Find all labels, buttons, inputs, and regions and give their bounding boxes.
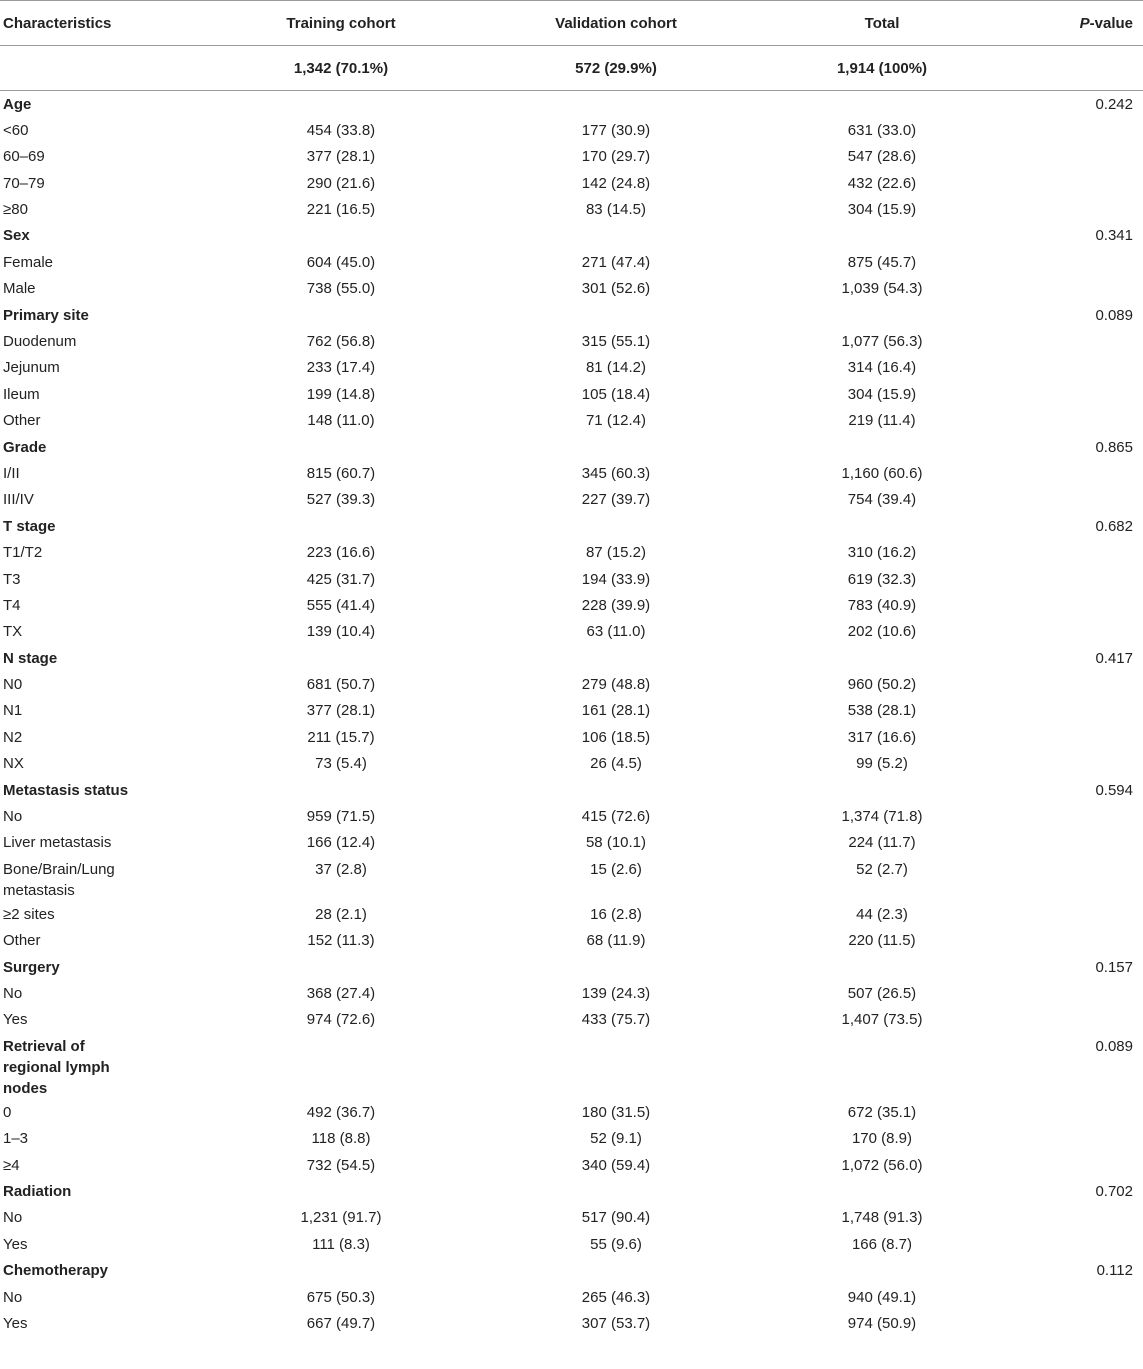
- section-label: N stage: [3, 649, 58, 667]
- row-label: Male: [3, 280, 36, 298]
- header-p-value-rest: -value: [1089, 14, 1133, 32]
- section-row: [0, 222, 1143, 248]
- total-value: 619 (32.3): [847, 570, 917, 588]
- section-label: Grade: [3, 438, 47, 456]
- table-row: [0, 1125, 1143, 1151]
- p-value: 0.702: [1095, 1182, 1133, 1200]
- validation-value: 52 (9.1): [590, 1130, 642, 1148]
- total-value: [691, 954, 1073, 980]
- table-row: [0, 1231, 1143, 1257]
- total-value: [691, 1257, 1073, 1283]
- training-value: 118 (8.8): [311, 1130, 371, 1148]
- section-label: T stage: [3, 517, 56, 535]
- validation-value: [541, 954, 691, 980]
- total-value: 44 (2.3): [856, 905, 908, 923]
- training-value: 73 (5.4): [315, 755, 367, 773]
- total-value: 783 (40.9): [847, 596, 917, 614]
- training-value: [141, 777, 541, 803]
- subheader-total-count: 1,914 (100%): [691, 46, 1073, 91]
- validation-value: 16 (2.8): [590, 905, 642, 923]
- p-value: 0.341: [1095, 227, 1133, 245]
- table-row: [0, 1284, 1143, 1310]
- table-header: [0, 1, 1143, 91]
- row-label: T3: [3, 570, 21, 588]
- p-value: [1073, 803, 1143, 829]
- training-value: 28 (2.1): [315, 905, 367, 923]
- p-value: [1073, 856, 1143, 901]
- section-label: Radiation: [3, 1182, 72, 1200]
- table-row: [0, 196, 1143, 222]
- p-value: [1073, 1099, 1143, 1125]
- row-label: I/II: [3, 464, 20, 482]
- table-row: [0, 750, 1143, 776]
- p-value: [1073, 381, 1143, 407]
- row-label: III/IV: [3, 491, 34, 509]
- p-value: [1073, 486, 1143, 512]
- training-value: 148 (11.0): [307, 412, 375, 430]
- validation-value: 271 (47.4): [581, 253, 651, 271]
- row-label: T1/T2: [3, 544, 43, 562]
- p-value: 0.157: [1095, 958, 1133, 976]
- total-value: 219 (11.4): [848, 412, 916, 430]
- row-label: NX: [3, 755, 24, 773]
- total-value: 1,072 (56.0): [841, 1156, 923, 1174]
- training-value: 233 (17.4): [306, 359, 376, 377]
- p-value: [1073, 117, 1143, 143]
- p-value: [1073, 671, 1143, 697]
- validation-value: 180 (31.5): [581, 1103, 651, 1121]
- training-value: [141, 1178, 541, 1204]
- row-label: ≥4: [3, 1156, 20, 1174]
- training-value: 527 (39.3): [306, 491, 376, 509]
- training-value: 377 (28.1): [306, 148, 376, 166]
- table-row: [0, 460, 1143, 486]
- training-value: [141, 302, 541, 328]
- p-value: [1073, 1231, 1143, 1257]
- row-label: N1: [3, 702, 23, 720]
- validation-value: 315 (55.1): [581, 333, 651, 351]
- row-label: 60–69: [3, 148, 45, 166]
- p-value: 0.242: [1095, 96, 1133, 113]
- validation-value: 517 (90.4): [581, 1209, 651, 1227]
- table-row: [0, 143, 1143, 169]
- table-row: [0, 980, 1143, 1006]
- header-p-value: [1073, 1, 1143, 46]
- total-value: 1,748 (91.3): [841, 1209, 923, 1227]
- total-value: 960 (50.2): [847, 676, 917, 694]
- table-row: [0, 1310, 1143, 1336]
- row-label: No: [3, 1209, 23, 1227]
- validation-value: 71 (12.4): [585, 412, 647, 430]
- row-label: Other: [3, 932, 41, 950]
- validation-value: 83 (14.5): [585, 201, 647, 219]
- p-value: [1073, 592, 1143, 618]
- validation-value: 307 (53.7): [581, 1314, 651, 1332]
- row-label: Ileum: [3, 385, 40, 403]
- row-label: Other: [3, 412, 41, 430]
- training-value: 732 (54.5): [306, 1156, 376, 1174]
- p-value: [1073, 750, 1143, 776]
- table-row: [0, 1099, 1143, 1125]
- training-value: 425 (31.7): [306, 570, 376, 588]
- validation-value: [541, 513, 691, 539]
- p-value: 0.089: [1095, 1037, 1133, 1055]
- table-row: [0, 856, 1143, 901]
- total-value: 538 (28.1): [847, 702, 917, 720]
- training-value: 368 (27.4): [306, 985, 376, 1002]
- training-value: 675 (50.3): [306, 1288, 376, 1306]
- section-label: Retrieval of regional lymph nodes: [3, 1037, 110, 1097]
- total-value: 974 (50.9): [847, 1314, 917, 1332]
- p-value: [1073, 901, 1143, 927]
- validation-value: [541, 1033, 691, 1099]
- section-row: [0, 777, 1143, 803]
- validation-value: 81 (14.2): [585, 359, 647, 377]
- training-value: 221 (16.5): [306, 201, 376, 219]
- validation-value: 87 (15.2): [585, 544, 647, 562]
- total-value: 631 (33.0): [847, 121, 917, 139]
- validation-value: 433 (75.7): [581, 1011, 651, 1029]
- total-value: 940 (49.1): [847, 1288, 917, 1306]
- validation-value: 161 (28.1): [581, 702, 651, 720]
- table-row: [0, 901, 1143, 927]
- section-row: [0, 434, 1143, 460]
- total-value: [691, 645, 1073, 671]
- validation-value: 142 (24.8): [581, 174, 651, 192]
- validation-value: 26 (4.5): [590, 755, 642, 773]
- p-value: [1073, 460, 1143, 486]
- row-label: Yes: [3, 1011, 28, 1029]
- total-value: [691, 91, 1073, 117]
- row-label: TX: [3, 623, 23, 641]
- validation-value: 63 (11.0): [586, 623, 646, 641]
- section-row: [0, 1257, 1143, 1283]
- total-value: 314 (16.4): [847, 359, 917, 377]
- p-value: 0.089: [1095, 306, 1133, 324]
- training-value: 454 (33.8): [306, 121, 376, 139]
- row-label: ≥80: [3, 201, 28, 219]
- total-value: [691, 777, 1073, 803]
- total-value: 224 (11.7): [848, 834, 916, 852]
- training-value: [141, 1257, 541, 1283]
- validation-value: 170 (29.7): [581, 148, 651, 166]
- training-value: [141, 91, 541, 117]
- p-value: [1073, 328, 1143, 354]
- total-value: [691, 1178, 1073, 1204]
- table-row: [0, 697, 1143, 723]
- section-label: Surgery: [3, 958, 60, 976]
- table-row: [0, 354, 1143, 380]
- p-value: 0.112: [1096, 1262, 1133, 1280]
- table-row: [0, 1152, 1143, 1178]
- total-value: [691, 302, 1073, 328]
- validation-value: 227 (39.7): [581, 491, 651, 509]
- p-value: [1073, 566, 1143, 592]
- validation-value: [541, 434, 691, 460]
- training-value: 604 (45.0): [306, 253, 376, 271]
- total-value: 1,160 (60.6): [841, 464, 923, 482]
- row-label: Duodenum: [3, 333, 77, 351]
- training-value: 152 (11.3): [307, 932, 375, 950]
- p-value: 0.865: [1095, 438, 1133, 456]
- table-row: [0, 328, 1143, 354]
- validation-value: [541, 777, 691, 803]
- row-label: Yes: [3, 1314, 28, 1332]
- training-value: [141, 222, 541, 248]
- subheader-empty: [0, 46, 141, 91]
- total-value: 1,374 (71.8): [841, 808, 923, 826]
- validation-value: [541, 645, 691, 671]
- row-label: No: [3, 1288, 23, 1306]
- total-value: 99 (5.2): [856, 755, 908, 773]
- training-value: [141, 513, 541, 539]
- validation-value: [541, 302, 691, 328]
- total-value: 547 (28.6): [847, 148, 917, 166]
- table-row: [0, 539, 1143, 565]
- table-row: [0, 829, 1143, 855]
- p-value: [1073, 249, 1143, 275]
- training-value: 667 (49.7): [306, 1314, 376, 1332]
- section-label: Primary site: [3, 306, 89, 324]
- subheader-empty-p: [1073, 46, 1143, 91]
- table-row: [0, 724, 1143, 750]
- training-value: 377 (28.1): [306, 702, 376, 720]
- header-characteristics: Characteristics: [0, 1, 141, 46]
- total-value: 1,407 (73.5): [841, 1011, 923, 1029]
- validation-value: [541, 222, 691, 248]
- training-value: 166 (12.4): [306, 834, 376, 852]
- validation-value: 177 (30.9): [581, 121, 651, 139]
- total-value: 1,077 (56.3): [841, 333, 923, 351]
- training-value: [141, 1033, 541, 1099]
- row-label: T4: [3, 596, 21, 614]
- training-value: 762 (56.8): [306, 333, 376, 351]
- table-row: [0, 249, 1143, 275]
- subheader-validation-count: 572 (29.9%): [541, 46, 691, 91]
- table-row: [0, 117, 1143, 143]
- validation-value: 279 (48.8): [581, 676, 651, 694]
- subheader-row: [0, 46, 1143, 91]
- subheader-training-count: 1,342 (70.1%): [141, 46, 541, 91]
- p-value: [1073, 354, 1143, 380]
- validation-value: 301 (52.6): [581, 280, 651, 298]
- validation-value: 68 (11.9): [586, 932, 646, 950]
- table-row: [0, 1006, 1143, 1032]
- validation-value: [541, 91, 691, 117]
- table-row: [0, 486, 1143, 512]
- p-value: [1073, 1204, 1143, 1230]
- row-label: No: [3, 808, 23, 826]
- table-row: [0, 170, 1143, 196]
- total-value: 672 (35.1): [847, 1103, 917, 1121]
- p-value: 0.594: [1095, 781, 1133, 799]
- total-value: 304 (15.9): [847, 201, 917, 219]
- total-value: 875 (45.7): [847, 253, 917, 271]
- p-value: [1073, 275, 1143, 301]
- training-value: 815 (60.7): [306, 464, 376, 482]
- total-value: 317 (16.6): [847, 728, 917, 746]
- p-value: [1073, 1152, 1143, 1178]
- table-row: [0, 381, 1143, 407]
- total-value: [691, 513, 1073, 539]
- row-label: Liver metastasis: [3, 834, 112, 852]
- training-value: 111 (8.3): [312, 1235, 370, 1253]
- validation-value: 265 (46.3): [581, 1288, 651, 1306]
- p-value: [1073, 724, 1143, 750]
- training-value: 1,231 (91.7): [300, 1209, 382, 1227]
- total-value: [691, 434, 1073, 460]
- row-label: Jejunum: [3, 359, 60, 377]
- training-value: 199 (14.8): [306, 385, 376, 403]
- row-label: Female: [3, 253, 54, 271]
- table-row: [0, 275, 1143, 301]
- table-row: [0, 592, 1143, 618]
- total-value: 304 (15.9): [847, 385, 917, 403]
- training-value: 738 (55.0): [306, 280, 376, 298]
- p-value: [1073, 1125, 1143, 1151]
- validation-value: 15 (2.6): [590, 860, 642, 878]
- total-value: 52 (2.7): [856, 860, 908, 878]
- header-validation-cohort: Validation cohort: [541, 1, 691, 46]
- p-value: [1073, 1284, 1143, 1310]
- row-label: N0: [3, 676, 23, 694]
- section-row: [0, 91, 1143, 117]
- row-label: N2: [3, 728, 23, 746]
- section-row: [0, 954, 1143, 980]
- validation-value: 55 (9.6): [590, 1235, 642, 1253]
- training-value: 492 (36.7): [306, 1103, 376, 1121]
- training-value: 211 (15.7): [307, 728, 375, 746]
- p-value: [1073, 407, 1143, 433]
- validation-value: 345 (60.3): [581, 464, 651, 482]
- row-label: Bone/Brain/Lung metastasis: [3, 860, 115, 899]
- table-body: [0, 91, 1143, 1337]
- p-value: [1073, 539, 1143, 565]
- p-value: [1073, 980, 1143, 1006]
- total-value: 432 (22.6): [847, 174, 917, 192]
- table-row: [0, 566, 1143, 592]
- p-value: [1073, 143, 1143, 169]
- table-row: [0, 618, 1143, 644]
- total-value: 202 (10.6): [847, 623, 917, 641]
- section-label: Chemotherapy: [3, 1262, 109, 1280]
- validation-value: 105 (18.4): [581, 385, 651, 403]
- table-row: [0, 803, 1143, 829]
- row-label: <60: [3, 121, 29, 139]
- training-value: 290 (21.6): [306, 174, 376, 192]
- row-label: 0: [3, 1103, 12, 1121]
- training-value: 223 (16.6): [306, 544, 376, 562]
- p-value: [1073, 1006, 1143, 1032]
- p-value: [1073, 170, 1143, 196]
- total-value: 220 (11.5): [848, 932, 916, 950]
- p-value: 0.417: [1095, 649, 1133, 667]
- row-label: Yes: [3, 1235, 28, 1253]
- section-label: Metastasis status: [3, 781, 129, 799]
- total-value: 170 (8.9): [851, 1130, 913, 1148]
- validation-value: 415 (72.6): [581, 808, 651, 826]
- validation-value: 340 (59.4): [581, 1156, 651, 1174]
- table-row: [0, 671, 1143, 697]
- p-value: [1073, 1310, 1143, 1336]
- total-value: [691, 222, 1073, 248]
- table-row: [0, 407, 1143, 433]
- total-value: 507 (26.5): [847, 985, 917, 1002]
- validation-value: [541, 1178, 691, 1204]
- p-value: [1073, 829, 1143, 855]
- p-value: 0.682: [1095, 517, 1133, 535]
- training-value: 37 (2.8): [315, 860, 367, 878]
- p-value: [1073, 697, 1143, 723]
- row-label: 1–3: [3, 1130, 29, 1148]
- total-value: 166 (8.7): [851, 1235, 913, 1253]
- section-row: [0, 513, 1143, 539]
- table-row: [0, 927, 1143, 953]
- section-row: [0, 645, 1143, 671]
- p-value: [1073, 196, 1143, 222]
- validation-value: 228 (39.9): [581, 596, 651, 614]
- table-row: [0, 1204, 1143, 1230]
- p-value: [1073, 618, 1143, 644]
- training-value: 681 (50.7): [306, 676, 376, 694]
- row-label: 70–79: [3, 174, 45, 192]
- training-value: 959 (71.5): [306, 808, 376, 826]
- validation-value: 58 (10.1): [585, 834, 647, 852]
- total-value: 1,039 (54.3): [841, 280, 923, 298]
- section-label: Age: [3, 96, 32, 113]
- section-row: [0, 302, 1143, 328]
- training-value: 974 (72.6): [306, 1011, 376, 1029]
- section-label: Sex: [3, 227, 30, 245]
- training-value: 555 (41.4): [306, 596, 376, 614]
- training-value: [141, 954, 541, 980]
- p-value: [1073, 927, 1143, 953]
- row-label: No: [3, 985, 23, 1002]
- total-value: [691, 1033, 1073, 1099]
- row-label: ≥2 sites: [3, 905, 55, 923]
- training-value: 139 (10.4): [306, 623, 376, 641]
- header-training-cohort: Training cohort: [141, 1, 541, 46]
- section-row: [0, 1178, 1143, 1204]
- section-row: [0, 1033, 1143, 1099]
- validation-value: 106 (18.5): [581, 728, 651, 746]
- header-p-value-italic: P: [1079, 14, 1090, 32]
- header-total: Total: [691, 1, 1073, 46]
- validation-value: 194 (33.9): [581, 570, 651, 588]
- validation-value: [541, 1257, 691, 1283]
- header-row: [0, 1, 1143, 46]
- validation-value: 139 (24.3): [581, 985, 651, 1002]
- training-value: [141, 645, 541, 671]
- total-value: 754 (39.4): [847, 491, 917, 509]
- total-value: 310 (16.2): [847, 544, 917, 562]
- training-value: [141, 434, 541, 460]
